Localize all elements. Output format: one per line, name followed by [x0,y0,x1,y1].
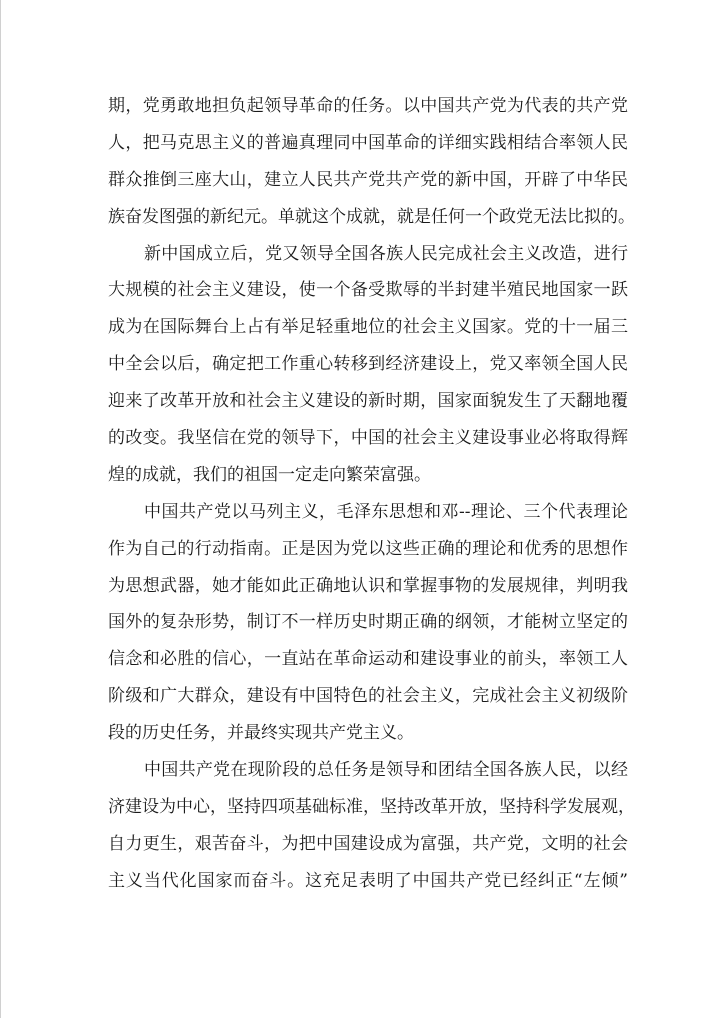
text-line: 国外的复杂形势，制订不一样历史时期正确的纲领，才能树立坚定的 [108,612,628,633]
text-line: 人，把马克思主义的普遍真理同中国革命的详细实践相结合率领人民 [108,132,628,153]
text-line: 主义当代化国家而奋斗。这充足表明了中国共产党已经纠正“左倾” [108,870,628,891]
text-line: 中国共产党以马列主义，毛泽东思想和邓--理论、三个代表理论 [144,501,628,522]
text-line: 信念和必胜的信心，一直站在革命运动和建设事业的前头，率领工人 [108,649,628,670]
text-line: 自力更生，艰苦奋斗，为把中国建设成为富强，共产党，文明的社会 [108,833,628,854]
text-line: 期，党勇敢地担负起领导革命的任务。以中国共产党为代表的共产党 [108,96,628,116]
text-line: 段的历史任务，并最终实现共产党主义。 [108,723,414,744]
text-line: 中全会以后，确定把工作重心转移到经济建设上，党又率领全国人民 [108,354,628,375]
text-line: 族奋发图强的新纪元。单就这个成就，就是任何一个政党无法比拟的。 [108,206,635,227]
text-line: 作为自己的行动指南。正是因为党以这些正确的理论和优秀的思想作 [108,538,628,559]
paragraph [108,752,635,900]
text-line: 煌的成就，我们的祖国一定走向繁荣富强。 [108,464,431,485]
paragraph [108,88,635,236]
text-line: 群众推倒三座大山，建立人民共产党共产党的新中国，开辟了中华民 [108,169,628,190]
text-line: 中国共产党在现阶段的总任务是领导和团结全国各族人民，以经 [144,760,628,781]
text-line: 大规模的社会主义建设，使一个备受欺辱的半封建半殖民地国家一跃 [108,280,628,301]
text-line: 为思想武器，她才能如此正确地认识和掌握事物的发展规律，判明我 [108,575,628,596]
text-line: 新中国成立后，党又领导全国各族人民完成社会主义改造，进行 [144,243,628,264]
text-line: 阶级和广大群众，建设有中国特色的社会主义，完成社会主义初级阶 [108,686,628,707]
text-line: 成为在国际舞台上占有举足轻重地位的社会主义国家。党的十一届三 [108,317,628,338]
body-text [108,88,635,900]
text-line: 济建设为中心，坚持四项基础标准，坚持改革开放，坚持科学发展观， [108,796,635,817]
paragraph [108,494,628,752]
text-line: 迎来了改革开放和社会主义建设的新时期，国家面貌发生了天翻地覆 [108,391,628,412]
text-line: 的改变。我坚信在党的领导下，中国的社会主义建设事业必将取得辉 [108,428,628,449]
paragraph [108,236,628,494]
